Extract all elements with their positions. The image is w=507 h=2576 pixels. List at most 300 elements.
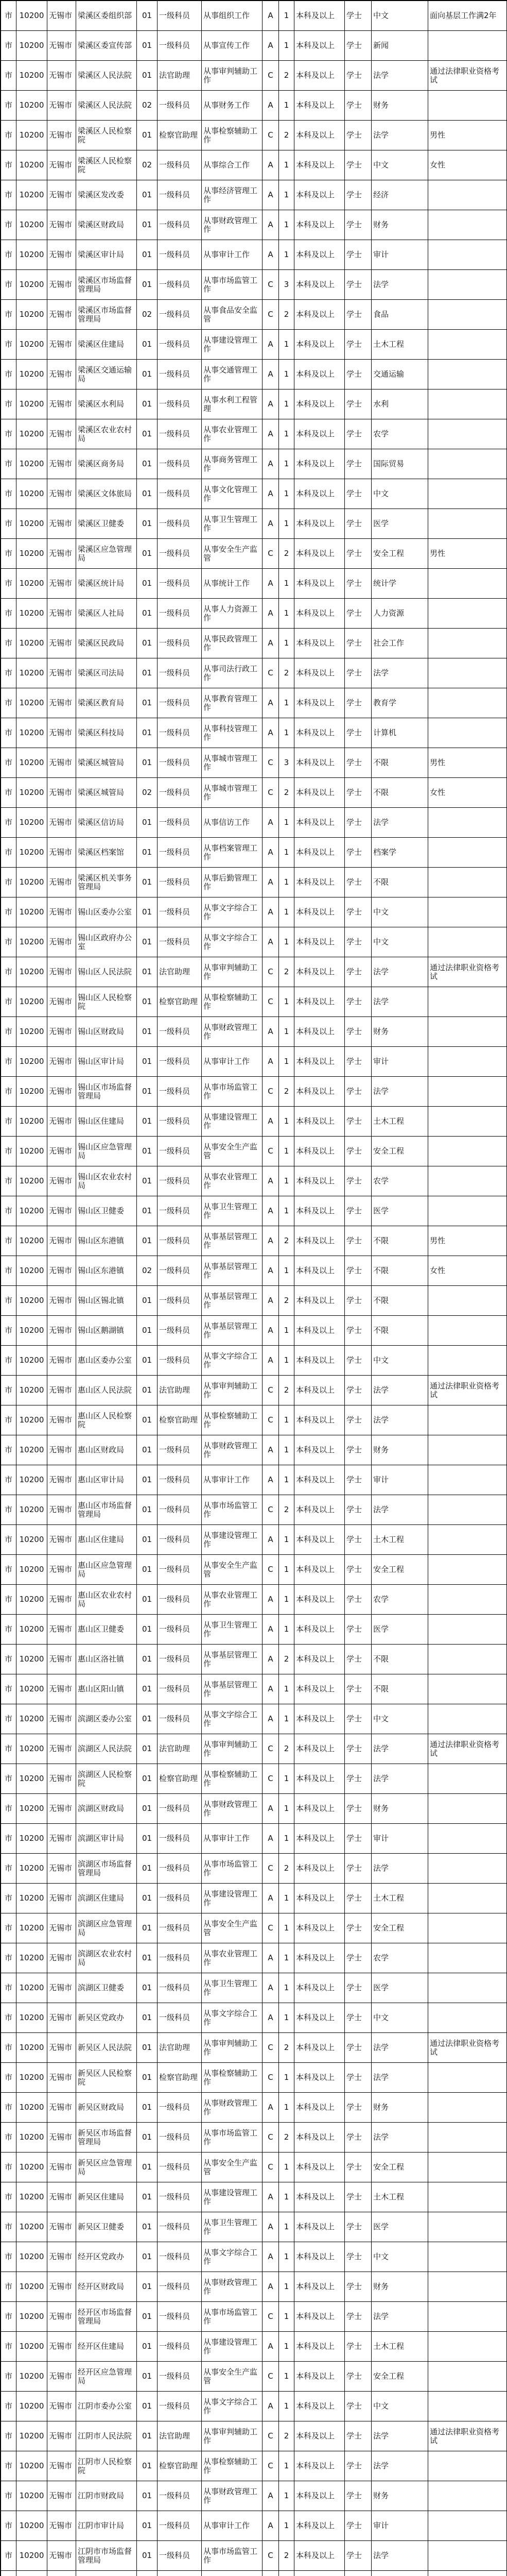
- area-cell: 无锡市: [47, 1137, 76, 1166]
- edu-cell: 本科及以上: [294, 61, 345, 91]
- table-row: [1, 270, 507, 300]
- edu-cell: 本科及以上: [294, 1525, 345, 1555]
- other-cell: [428, 1465, 507, 1495]
- edu-cell: 本科及以上: [294, 808, 345, 838]
- degree-cell: 学士: [345, 1555, 372, 1585]
- degree-cell: 学士: [345, 1196, 372, 1226]
- type-cell: A: [263, 449, 279, 479]
- num-cell: 1: [279, 1525, 294, 1555]
- desc-cell: 从事审判辅助工作: [202, 1734, 263, 1764]
- unit-cell: 江阴市委办公室: [76, 2392, 137, 2421]
- seq-cell: 01: [137, 1943, 158, 1973]
- unit-cell: 惠山区卫健委: [76, 1615, 137, 1645]
- post-cell: 一级科员: [158, 419, 202, 449]
- code-cell: 10200: [16, 1645, 47, 1674]
- major-cell: 审计: [372, 1465, 428, 1495]
- degree-cell: 学士: [345, 1226, 372, 1256]
- unit-cell: 新吴区住建局: [76, 2182, 137, 2212]
- type-cell: C: [263, 2451, 279, 2481]
- unit-cell: 滨湖区农业农村局: [76, 1943, 137, 1973]
- desc-cell: 从事市场监管工作: [202, 270, 263, 300]
- num-cell: 1: [279, 2153, 294, 2182]
- degree-cell: 学士: [345, 91, 372, 121]
- district-cell: 市: [1, 150, 16, 180]
- code-cell: 10200: [16, 2272, 47, 2302]
- post-cell: 一级科员: [158, 688, 202, 718]
- other-cell: [428, 1973, 507, 2003]
- post-cell: 一级科员: [158, 2541, 202, 2571]
- num-cell: 1: [279, 808, 294, 838]
- district-cell: 市: [1, 1495, 16, 1525]
- num-cell: 1: [279, 1555, 294, 1585]
- major-cell: 法学: [372, 1405, 428, 1435]
- type-cell: C: [263, 987, 279, 1017]
- desc-cell: [202, 2571, 263, 2576]
- desc-cell: 从事文字综合工作: [202, 2003, 263, 2033]
- code-cell: 10200: [16, 121, 47, 150]
- other-cell: 女性: [428, 150, 507, 180]
- num-cell: 1: [279, 987, 294, 1017]
- area-cell: 无锡市: [47, 599, 76, 629]
- degree-cell: 学士: [345, 2272, 372, 2302]
- unit-cell: 锡山区东港镇: [76, 1226, 137, 1256]
- other-cell: 通过法律职业资格考试: [428, 957, 507, 987]
- seq-cell: 01: [137, 2332, 158, 2362]
- type-cell: C: [263, 1734, 279, 1764]
- district-cell: 市: [1, 2541, 16, 2571]
- desc-cell: 从事检察辅助工作: [202, 2451, 263, 2481]
- area-cell: 无锡市: [47, 1794, 76, 1824]
- table-row: [1, 2033, 507, 2063]
- edu-cell: 本科及以上: [294, 479, 345, 509]
- district-cell: 市: [1, 1884, 16, 1913]
- desc-cell: 从事审判辅助工作: [202, 1376, 263, 1405]
- major-cell: 审计: [372, 240, 428, 270]
- code-cell: 10200: [16, 1495, 47, 1525]
- degree-cell: 学士: [345, 868, 372, 897]
- num-cell: 1: [279, 1794, 294, 1824]
- edu-cell: 本科及以上: [294, 91, 345, 121]
- code-cell: 10200: [16, 1913, 47, 1943]
- area-cell: 无锡市: [47, 300, 76, 330]
- seq-cell: 01: [137, 1854, 158, 1884]
- area-cell: 无锡市: [47, 1316, 76, 1346]
- num-cell: 1: [279, 31, 294, 61]
- type-cell: A: [263, 1166, 279, 1196]
- seq-cell: 01: [137, 897, 158, 927]
- num-cell: 1: [279, 1973, 294, 2003]
- major-cell: 法学: [372, 2302, 428, 2332]
- type-cell: A: [263, 2332, 279, 2362]
- district-cell: 市: [1, 838, 16, 868]
- major-cell: 土木工程: [372, 2182, 428, 2212]
- code-cell: [16, 2571, 47, 2576]
- num-cell: 2: [279, 778, 294, 808]
- edu-cell: 本科及以上: [294, 2123, 345, 2153]
- type-cell: A: [263, 180, 279, 210]
- edu-cell: 本科及以上: [294, 2242, 345, 2272]
- table-row: [1, 2541, 507, 2571]
- code-cell: 10200: [16, 957, 47, 987]
- table-row: [1, 1973, 507, 2003]
- edu-cell: 本科及以上: [294, 389, 345, 419]
- num-cell: 2: [279, 1645, 294, 1674]
- area-cell: 无锡市: [47, 569, 76, 599]
- degree-cell: 学士: [345, 2421, 372, 2451]
- code-cell: 10200: [16, 479, 47, 509]
- code-cell: 10200: [16, 1166, 47, 1196]
- num-cell: 1: [279, 1884, 294, 1913]
- area-cell: 无锡市: [47, 2093, 76, 2123]
- desc-cell: 从事文字综合工作: [202, 1346, 263, 1376]
- degree-cell: 学士: [345, 210, 372, 240]
- code-cell: 10200: [16, 1585, 47, 1615]
- code-cell: 10200: [16, 2511, 47, 2541]
- post-cell: 一级科员: [158, 927, 202, 957]
- unit-cell: 梁溪区人社局: [76, 599, 137, 629]
- num-cell: 1: [279, 449, 294, 479]
- post-cell: 检察官助理: [158, 121, 202, 150]
- post-cell: 一级科员: [158, 1346, 202, 1376]
- seq-cell: 01: [137, 509, 158, 539]
- code-cell: 10200: [16, 1376, 47, 1405]
- desc-cell: 从事基层管理工作: [202, 1316, 263, 1346]
- desc-cell: 从事文字综合工作: [202, 2392, 263, 2421]
- desc-cell: 从事财政管理工作: [202, 210, 263, 240]
- desc-cell: 从事审计工作: [202, 1824, 263, 1854]
- unit-cell: 新吴区财政局: [76, 2093, 137, 2123]
- area-cell: 无锡市: [47, 1077, 76, 1107]
- district-cell: 市: [1, 1615, 16, 1645]
- seq-cell: 01: [137, 31, 158, 61]
- desc-cell: 从事卫生管理工作: [202, 1973, 263, 2003]
- desc-cell: 从事文字综合工作: [202, 1704, 263, 1734]
- table-row: [1, 629, 507, 658]
- edu-cell: 本科及以上: [294, 2272, 345, 2302]
- seq-cell: 01: [137, 718, 158, 748]
- edu-cell: 本科及以上: [294, 2541, 345, 2571]
- seq-cell: 01: [137, 2392, 158, 2421]
- area-cell: 无锡市: [47, 2123, 76, 2153]
- other-cell: [428, 360, 507, 389]
- area-cell: 无锡市: [47, 1196, 76, 1226]
- num-cell: 1: [279, 718, 294, 748]
- seq-cell: 01: [137, 449, 158, 479]
- degree-cell: 学士: [345, 2182, 372, 2212]
- num-cell: 1: [279, 2003, 294, 2033]
- degree-cell: 学士: [345, 2003, 372, 2033]
- area-cell: 无锡市: [47, 1166, 76, 1196]
- unit-cell: 新吴区市场监督管理局: [76, 2123, 137, 2153]
- code-cell: 10200: [16, 2362, 47, 2392]
- num-cell: 1: [279, 2392, 294, 2421]
- seq-cell: 01: [137, 2063, 158, 2093]
- type-cell: A: [263, 1704, 279, 1734]
- desc-cell: 从事审计工作: [202, 1465, 263, 1495]
- edu-cell: 本科及以上: [294, 1854, 345, 1884]
- type-cell: C: [263, 2421, 279, 2451]
- major-cell: 不限: [372, 1316, 428, 1346]
- table-row: [1, 1854, 507, 1884]
- edu-cell: 本科及以上: [294, 1196, 345, 1226]
- desc-cell: 从事水利工程管理: [202, 389, 263, 419]
- major-cell: 法学: [372, 1734, 428, 1764]
- other-cell: [428, 419, 507, 449]
- desc-cell: 从事卫生管理工作: [202, 1196, 263, 1226]
- post-cell: 一级科员: [158, 1674, 202, 1704]
- district-cell: 市: [1, 2093, 16, 2123]
- unit-cell: 梁溪区教育局: [76, 688, 137, 718]
- post-cell: 一级科员: [158, 1166, 202, 1196]
- unit-cell: 惠山区住建局: [76, 1525, 137, 1555]
- unit-cell: 经开区党政办: [76, 2242, 137, 2272]
- unit-cell: 惠山区人民法院: [76, 1376, 137, 1405]
- type-cell: A: [263, 1286, 279, 1316]
- degree-cell: 学士: [345, 1435, 372, 1465]
- desc-cell: 从事统计工作: [202, 569, 263, 599]
- unit-cell: 梁溪区住建局: [76, 330, 137, 360]
- unit-cell: 梁溪区统计局: [76, 569, 137, 599]
- num-cell: 3: [279, 270, 294, 300]
- desc-cell: 从事建设管理工作: [202, 2332, 263, 2362]
- area-cell: 无锡市: [47, 449, 76, 479]
- seq-cell: 01: [137, 1196, 158, 1226]
- code-cell: 10200: [16, 2063, 47, 2093]
- num-cell: 1: [279, 1, 294, 31]
- district-cell: 市: [1, 2272, 16, 2302]
- edu-cell: 本科及以上: [294, 1645, 345, 1674]
- district-cell: 市: [1, 1674, 16, 1704]
- edu-cell: 本科及以上: [294, 2392, 345, 2421]
- table-row: [1, 2302, 507, 2332]
- table-row: [1, 897, 507, 927]
- seq-cell: 01: [137, 2511, 158, 2541]
- type-cell: C: [263, 957, 279, 987]
- district-cell: 市: [1, 479, 16, 509]
- area-cell: 无锡市: [47, 2392, 76, 2421]
- edu-cell: 本科及以上: [294, 2481, 345, 2511]
- code-cell: 10200: [16, 1555, 47, 1585]
- major-cell: [372, 2571, 428, 2576]
- type-cell: C: [263, 1405, 279, 1435]
- district-cell: 市: [1, 688, 16, 718]
- other-cell: [428, 180, 507, 210]
- degree-cell: 学士: [345, 270, 372, 300]
- area-cell: 无锡市: [47, 1704, 76, 1734]
- table-row: [1, 150, 507, 180]
- district-cell: 市: [1, 599, 16, 629]
- district-cell: 市: [1, 718, 16, 748]
- major-cell: 审计: [372, 1047, 428, 1077]
- desc-cell: 从事市场监管工作: [202, 1077, 263, 1107]
- other-cell: [428, 808, 507, 838]
- other-cell: [428, 629, 507, 658]
- major-cell: 土木工程: [372, 1107, 428, 1137]
- other-cell: [428, 2272, 507, 2302]
- unit-cell: 滨湖区住建局: [76, 1884, 137, 1913]
- table-row: [1, 1256, 507, 1286]
- num-cell: 1: [279, 2362, 294, 2392]
- seq-cell: 01: [137, 629, 158, 658]
- table-row: [1, 479, 507, 509]
- major-cell: 安全工程: [372, 2362, 428, 2392]
- code-cell: 10200: [16, 1346, 47, 1376]
- district-cell: 市: [1, 270, 16, 300]
- code-cell: 10200: [16, 1077, 47, 1107]
- seq-cell: 01: [137, 1824, 158, 1854]
- table-row: [1, 1137, 507, 1166]
- type-cell: A: [263, 1525, 279, 1555]
- seq-cell: 01: [137, 2362, 158, 2392]
- seq-cell: 01: [137, 2153, 158, 2182]
- seq-cell: 01: [137, 2182, 158, 2212]
- area-cell: 无锡市: [47, 1824, 76, 1854]
- post-cell: 一级科员: [158, 150, 202, 180]
- desc-cell: 从事财政管理工作: [202, 1794, 263, 1824]
- other-cell: [428, 1047, 507, 1077]
- code-cell: 10200: [16, 1943, 47, 1973]
- district-cell: 市: [1, 2481, 16, 2511]
- seq-cell: 01: [137, 1973, 158, 2003]
- degree-cell: 学士: [345, 1107, 372, 1137]
- type-cell: A: [263, 360, 279, 389]
- seq-cell: 01: [137, 1674, 158, 1704]
- post-cell: 一级科员: [158, 2392, 202, 2421]
- table-row: [1, 1674, 507, 1704]
- area-cell: 无锡市: [47, 1585, 76, 1615]
- desc-cell: 从事安全生产监管: [202, 2153, 263, 2182]
- other-cell: [428, 479, 507, 509]
- area-cell: 无锡市: [47, 1615, 76, 1645]
- other-cell: [428, 2481, 507, 2511]
- num-cell: 1: [279, 330, 294, 360]
- type-cell: A: [263, 2093, 279, 2123]
- type-cell: A: [263, 718, 279, 748]
- desc-cell: 从事民政管理工作: [202, 629, 263, 658]
- desc-cell: 从事安全生产监管: [202, 1137, 263, 1166]
- post-cell: 一级科员: [158, 300, 202, 330]
- major-cell: 法学: [372, 1764, 428, 1794]
- other-cell: [428, 389, 507, 419]
- area-cell: 无锡市: [47, 2511, 76, 2541]
- edu-cell: 本科及以上: [294, 121, 345, 150]
- desc-cell: 从事文字综合工作: [202, 927, 263, 957]
- unit-cell: 惠山区阳山镇: [76, 1674, 137, 1704]
- district-cell: 市: [1, 180, 16, 210]
- type-cell: A: [263, 150, 279, 180]
- area-cell: 无锡市: [47, 180, 76, 210]
- num-cell: 1: [279, 2332, 294, 2362]
- desc-cell: 从事市场监管工作: [202, 2123, 263, 2153]
- desc-cell: 从事财政管理工作: [202, 1435, 263, 1465]
- area-cell: 无锡市: [47, 2332, 76, 2362]
- degree-cell: 学士: [345, 360, 372, 389]
- district-cell: 市: [1, 1913, 16, 1943]
- major-cell: 审计: [372, 2511, 428, 2541]
- type-cell: C: [263, 1495, 279, 1525]
- area-cell: 无锡市: [47, 1047, 76, 1077]
- post-cell: 一级科员: [158, 2123, 202, 2153]
- type-cell: C: [263, 539, 279, 569]
- major-cell: 法学: [372, 2123, 428, 2153]
- post-cell: 一级科员: [158, 1286, 202, 1316]
- area-cell: 无锡市: [47, 2451, 76, 2481]
- other-cell: 男性: [428, 539, 507, 569]
- degree-cell: 学士: [345, 987, 372, 1017]
- other-cell: [428, 1615, 507, 1645]
- other-cell: [428, 1555, 507, 1585]
- code-cell: 10200: [16, 240, 47, 270]
- table-row: [1, 330, 507, 360]
- major-cell: 安全工程: [372, 1555, 428, 1585]
- table-row: [1, 927, 507, 957]
- major-cell: 社会工作: [372, 629, 428, 658]
- seq-cell: 01: [137, 1047, 158, 1077]
- unit-cell: 江阴市审计局: [76, 2511, 137, 2541]
- edu-cell: 本科及以上: [294, 449, 345, 479]
- seq-cell: 01: [137, 868, 158, 897]
- code-cell: 10200: [16, 1226, 47, 1256]
- num-cell: 2: [279, 2033, 294, 2063]
- degree-cell: 学士: [345, 2033, 372, 2063]
- major-cell: 法学: [372, 121, 428, 150]
- other-cell: [428, 449, 507, 479]
- unit-cell: 惠山区市场监督管理局: [76, 1495, 137, 1525]
- desc-cell: 从事审判辅助工作: [202, 2421, 263, 2451]
- table-row: [1, 1435, 507, 1465]
- degree-cell: 学士: [345, 479, 372, 509]
- area-cell: 无锡市: [47, 2153, 76, 2182]
- code-cell: 10200: [16, 31, 47, 61]
- table-row: [1, 1346, 507, 1376]
- table-row: [1, 360, 507, 389]
- other-cell: [428, 2182, 507, 2212]
- table-row: [1, 1196, 507, 1226]
- edu-cell: 本科及以上: [294, 240, 345, 270]
- area-cell: 无锡市: [47, 718, 76, 748]
- type-cell: A: [263, 1884, 279, 1913]
- major-cell: 国际贸易: [372, 449, 428, 479]
- table-row: [1, 1585, 507, 1615]
- district-cell: 市: [1, 1405, 16, 1435]
- num-cell: 1: [279, 897, 294, 927]
- major-cell: 不限: [372, 1226, 428, 1256]
- degree-cell: 学士: [345, 240, 372, 270]
- unit-cell: 梁溪区机关事务管理局: [76, 868, 137, 897]
- num-cell: 1: [279, 1196, 294, 1226]
- degree-cell: 学士: [345, 1346, 372, 1376]
- degree-cell: 学士: [345, 2093, 372, 2123]
- unit-cell: 滨湖区委办公室: [76, 1704, 137, 1734]
- code-cell: 10200: [16, 1764, 47, 1794]
- table-row: [1, 2212, 507, 2242]
- edu-cell: 本科及以上: [294, 419, 345, 449]
- code-cell: 10200: [16, 1405, 47, 1435]
- code-cell: 10200: [16, 2093, 47, 2123]
- table-row: [1, 1166, 507, 1196]
- num-cell: 1: [279, 2212, 294, 2242]
- edu-cell: 本科及以上: [294, 838, 345, 868]
- district-cell: 市: [1, 2421, 16, 2451]
- table-row: [1, 91, 507, 121]
- area-cell: 无锡市: [47, 330, 76, 360]
- district-cell: 市: [1, 1943, 16, 1973]
- major-cell: 新闻: [372, 31, 428, 61]
- code-cell: 10200: [16, 897, 47, 927]
- district-cell: 市: [1, 748, 16, 778]
- type-cell: A: [263, 2481, 279, 2511]
- seq-cell: 01: [137, 2242, 158, 2272]
